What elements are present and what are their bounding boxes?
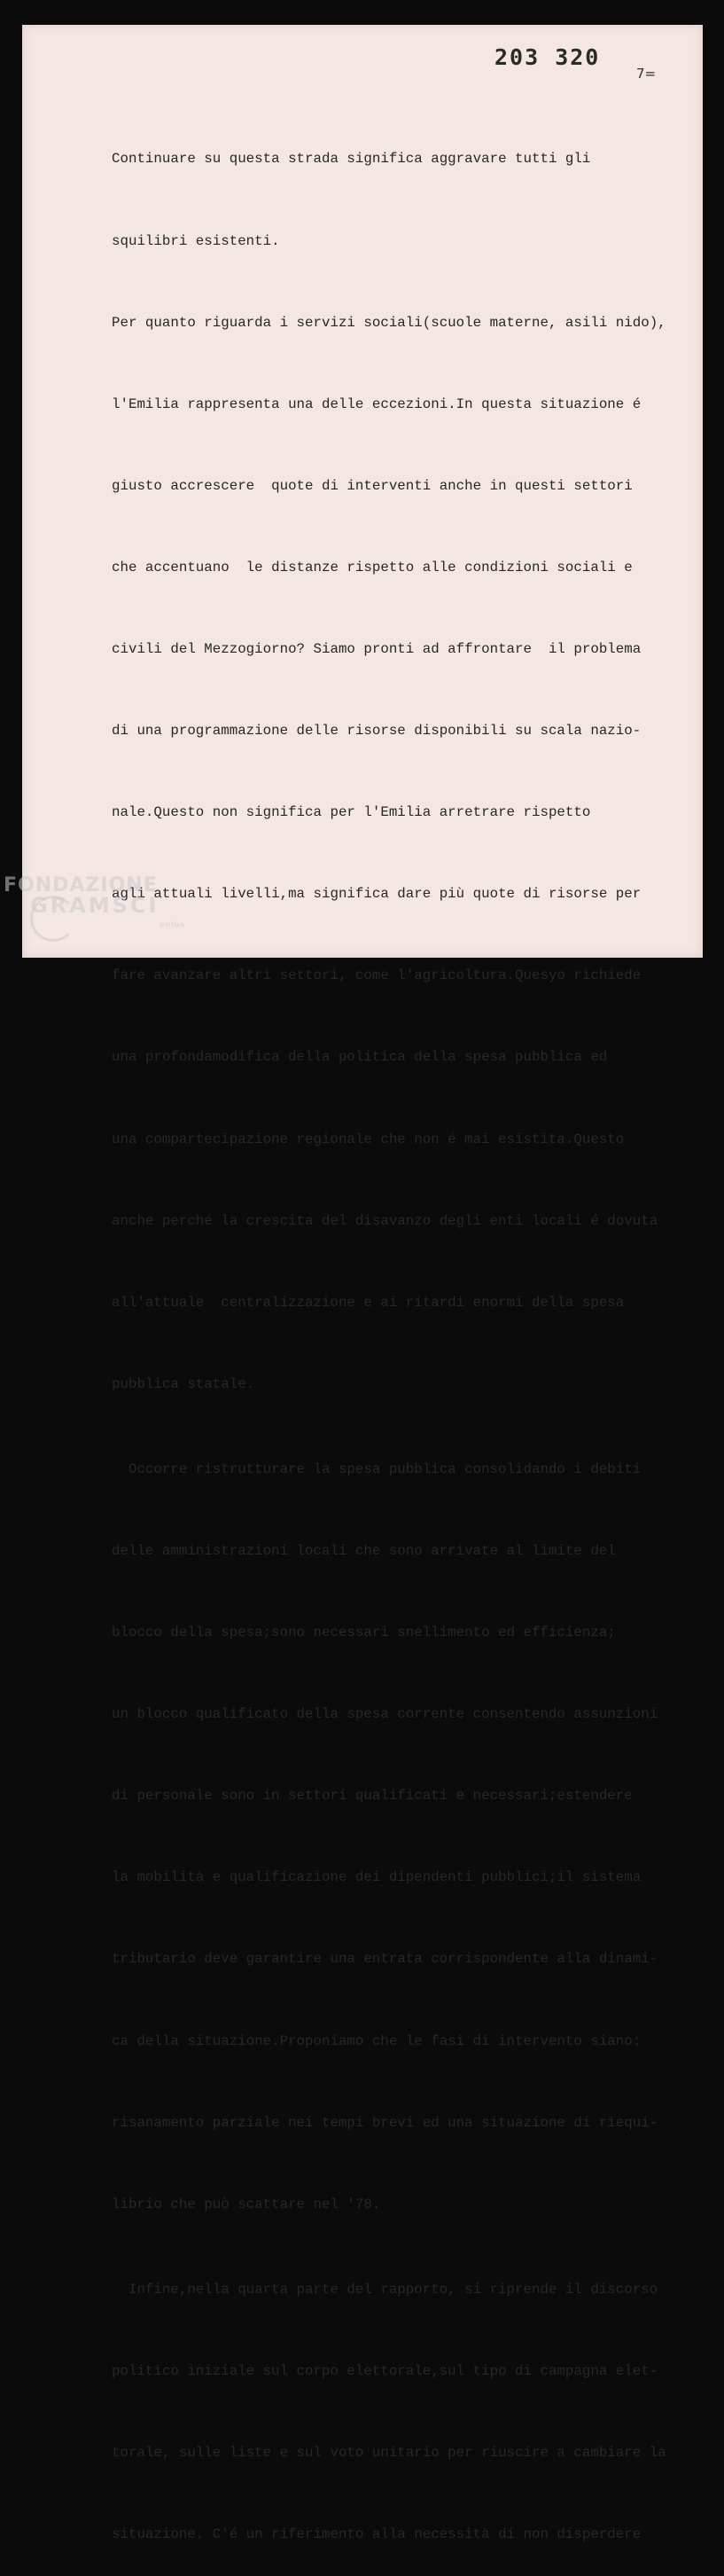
text-line: all'attuale centralizzazione e ai ritardi enormi della spesa bbox=[112, 1294, 625, 1311]
fondazione-gramsci-watermark bbox=[4, 874, 186, 928]
text-line: pubblica statale. bbox=[112, 1375, 255, 1392]
gramsci-logo-icon bbox=[30, 896, 76, 942]
text-line: fare avanzare altri settori, come l'agricoltura.Quesyo richiede bbox=[112, 967, 642, 984]
text-line: di personale sono in settori qualificati e necessari;estendere bbox=[112, 1788, 633, 1805]
archive-stamp-number: 203 320 bbox=[494, 44, 601, 70]
text-line: librio che può scattare nel '78. bbox=[112, 2196, 381, 2212]
typewritten-body bbox=[112, 91, 679, 2576]
text-line: giusto accrescere quote di interventi anche in questi settori bbox=[112, 477, 633, 494]
text-line: torale, sulle liste e sul voto unitario per riuscire a cambiare la bbox=[112, 2445, 666, 2462]
text-line: una profondamodifica della politica della spesa pubblica ed bbox=[112, 1049, 608, 1066]
text-line: squilibri esistenti. bbox=[112, 232, 280, 249]
text-line: che accentuano le distanze rispetto alle condizioni sociali e bbox=[112, 559, 633, 575]
watermark-line-1: FONDAZIONE bbox=[4, 874, 158, 897]
watermark-line-2: GRAMSCI bbox=[30, 893, 160, 918]
text-line: un blocco qualificato della spesa corrente consentendo assunzioni bbox=[112, 1706, 658, 1723]
page-number: 7= bbox=[636, 66, 657, 82]
text-line: situazione. C'é un riferimento alla necessità di non disperdere bbox=[112, 2526, 642, 2543]
text-line: politico iniziale sul corpo elettorale,sul tipo di campagna elet- bbox=[112, 2362, 658, 2379]
text-line: Per quanto riguarda i servizi sociali(scuole materne, asili nido), bbox=[112, 314, 666, 331]
text-line: Occorre ristrutturare la spesa pubblica consolidando i debiti bbox=[112, 1460, 642, 1477]
text-line: nale.Questo non significa per l'Emilia arretrare rispetto bbox=[112, 804, 591, 821]
text-line: civili del Mezzogiorno? Siamo pronti ad affrontare il problema bbox=[112, 640, 642, 657]
text-line: di una programmazione delle risorse disponibili su scala nazio- bbox=[112, 723, 642, 740]
text-line: ca della situazione.Proponiamo che le fasi di intervento siano: bbox=[112, 2032, 642, 2049]
text-line: anche perché la crescita del disavanzo degli enti locali é dovuta bbox=[112, 1212, 658, 1229]
text-line: delle amministrazioni locali che sono arrivate al limite del bbox=[112, 1543, 616, 1559]
text-line: agli attuali livelli,ma significa dare più quote di risorse per bbox=[112, 886, 642, 903]
text-line: risanamento parziale nei tempi brevi ed una situazione di riequi- bbox=[112, 2114, 658, 2131]
text-line: blocco della spesa;sono necessari snellimento ed efficienza; bbox=[112, 1625, 616, 1641]
watermark-line-3: onlus bbox=[160, 920, 186, 928]
text-line: una compartecipazione regionale che non é mai esistita.Questo bbox=[112, 1131, 625, 1147]
text-line: Continuare su questa strada significa aggravare tutti gli bbox=[112, 151, 591, 168]
text-line: la mobilità e qualificazione dei dipendenti pubblici;il sistema bbox=[112, 1869, 642, 1886]
text-line: tributario deve garantire una entrata corrispondente alla dinami- bbox=[112, 1951, 658, 1968]
text-line: l'Emilia rappresenta una delle eccezioni.In questa situazione é bbox=[112, 395, 642, 412]
text-line: Infine,nella quarta parte del rapporto, si riprende il discorso bbox=[112, 2281, 658, 2298]
